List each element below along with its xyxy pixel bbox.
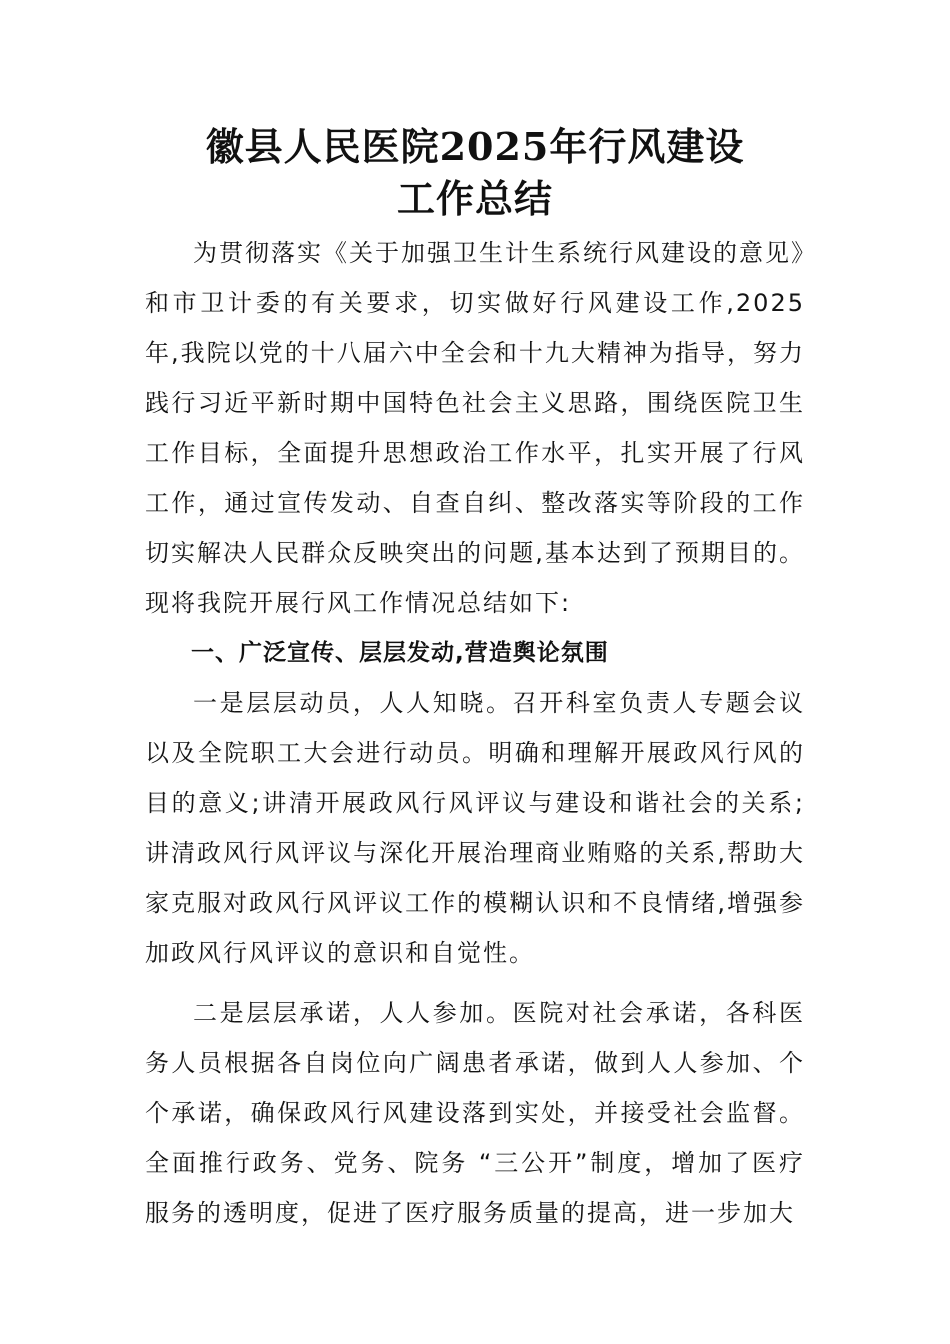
paragraph-spacer [145,978,805,988]
body-paragraph: 一是层层动员，人人知晓。召开科室负责人专题会议以及全院职工大会进行动员。明确和理解开展政风行风的目的意义;讲清开展政风行风评议与建设和谐社会的关系;讲清政风行风评议与深化开展治理商业贿赂的关系,帮助大家克服对政风行风评议工作的模糊认识和不良情绪,增强参加政风行风评议的意识和自觉性。 [145,689,805,967]
body-paragraph: 二是层层承诺，人人参加。医院对社会承诺，各科医务人员根据各自岗位向广阔患者承诺，做到人人参加、个个承诺，确保政风行风建设落到实处，并接受社会监督。全面推行政务、党务、院务 “三公开”制度，增加了医疗服务的透明度，促进了医疗服务质量的提高，进一步加大 [145,999,805,1227]
section-heading: 一、广泛宣传、层层发动,营造舆论氛围 [191,640,609,666]
intro-paragraph: 为贯彻落实《关于加强卫生计生系统行风建设的意见》和市卫计委的有关要求，切实做好行风建设工作,2025年,我院以党的十八届六中全会和十九大精神为指导，努力践行习近平新时期中国特色社会主义思路，围绕医院卫生工作目标，全面提升思想政治工作水平，扎实开展了行风工作，通过宣传发动、自查自纠、整改落实等阶段的工作切实解决人民群众反映突出的问题,基本达到了预期目的。现将我院开展行风工作情况总结如下: [145,239,805,617]
document-title-line-2: 工作总结 [396,176,553,221]
document-title-line-1: 徽县人民医院2025年行风建设 [205,124,745,169]
document-body [145,228,805,1238]
